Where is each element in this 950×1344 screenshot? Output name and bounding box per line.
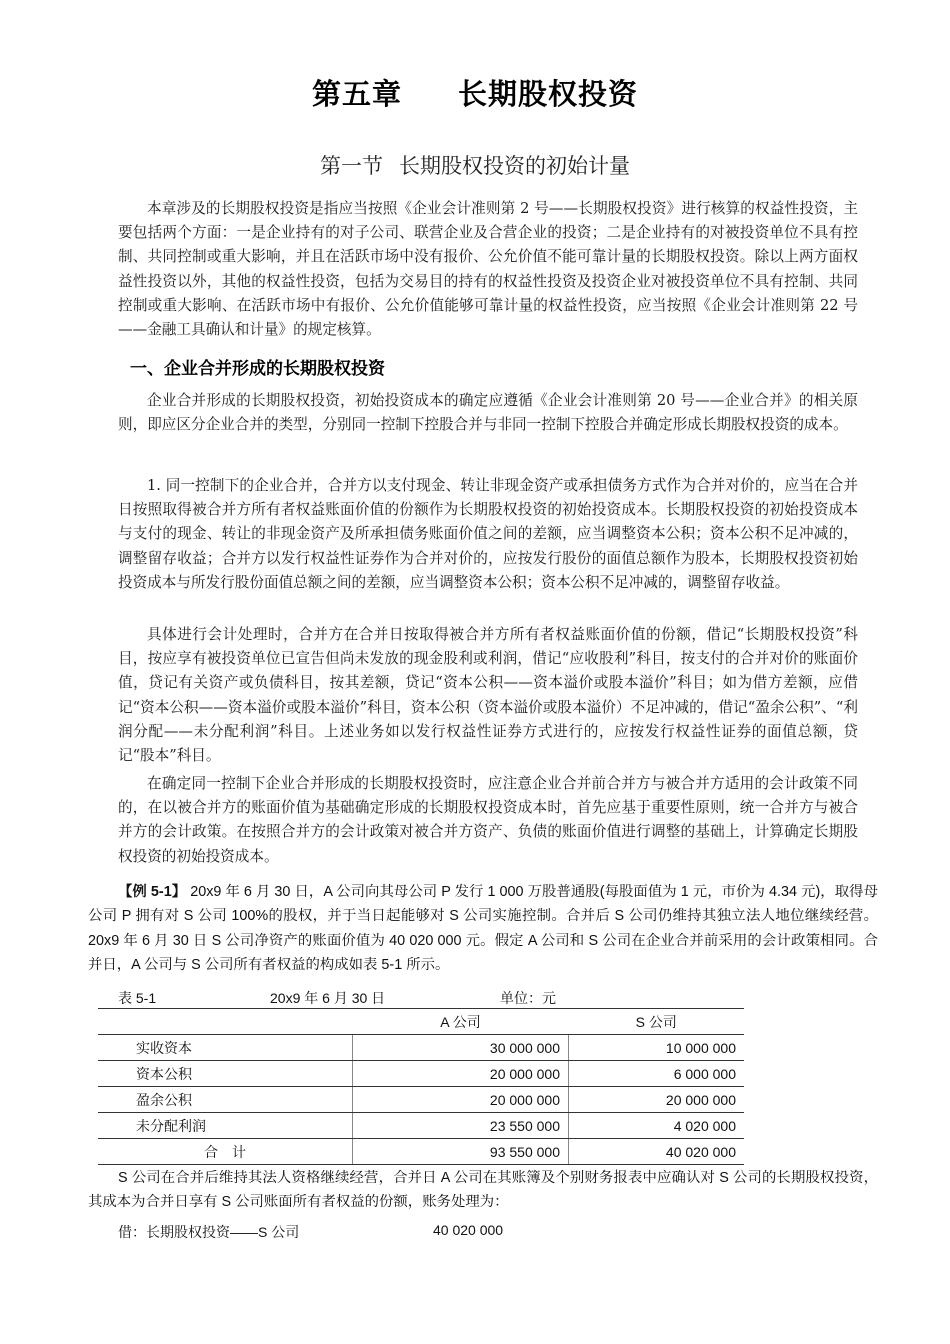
cell-a: 20 000 000 bbox=[353, 1087, 569, 1113]
header-a-company: A 公司 bbox=[353, 1009, 569, 1035]
row-label: 实收资本 bbox=[98, 1035, 353, 1061]
cell-s: 6 000 000 bbox=[569, 1061, 745, 1087]
table-row bbox=[98, 1035, 744, 1061]
section-number: 第一节 bbox=[320, 154, 383, 178]
chapter-title bbox=[0, 72, 950, 113]
table-row bbox=[98, 1113, 744, 1139]
section-name: 长期股权投资的初始计量 bbox=[399, 154, 630, 178]
header-s-company: S 公司 bbox=[569, 1009, 745, 1035]
chapter-name: 长期股权投资 bbox=[458, 77, 639, 111]
paragraph-accounting-treatment: 具体进行会计处理时，合并方在合并日按取得被合并方所有者权益账面价值的份额，借记“长期股权投资”科目，按应享有被投资单位已宣告但尚未发放的现金股利或利润，借记“应收股利”科目，按支付的合并对价的账面价值，贷记有关资产或负债科目，按其差额，贷记“资本公积——资本溢价或股本溢价”科目；如为借方差额，应借记“资本公积——资本溢价或股本溢价”科目，资本公积（资本溢价或股本溢价）不足冲减的，借记“盈余公积”、“利润分配——未分配利润”科目。上述业务如以发行权益性证券方式进行的，应按发行权益性证券的面值总额，贷记“股本”科目。 bbox=[118, 626, 858, 765]
cell-a: 30 000 000 bbox=[353, 1035, 569, 1061]
section-title bbox=[0, 150, 950, 180]
example-5-1 bbox=[88, 880, 878, 978]
equity-table bbox=[98, 1008, 744, 1165]
cell-s: 20 000 000 bbox=[569, 1087, 745, 1113]
total-s: 40 020 000 bbox=[569, 1139, 745, 1165]
cell-s: 10 000 000 bbox=[569, 1035, 745, 1061]
chapter-number: 第五章 bbox=[311, 77, 402, 111]
paragraph-policy-alignment: 在确定同一控制下企业合并形成的长期股权投资时，应注意企业合并前合并方与被合并方适用的会计政策不同的，在以被合并方的账面价值为基础确定形成的长期股权投资成本时，首先应基于重要性原则，统一合并方与被合并方的会计政策。在按照合并方的会计政策对被合并方资产、负债的账面价值进行调整的基础上，计算确定长期股权投资的初始投资成本。 bbox=[118, 775, 858, 865]
table-unit: 单位：元 bbox=[500, 990, 556, 1006]
example-text: 20x9 年 6 月 30 日，A 公司向其母公司 P 发行 1 000 万股普通股(每股面值为 1 元，市价为 4.34 元)，取得母公司 P 拥有对 S 公司 100%的股权，并于当日起能够对 S 公司实施控制。合并后 S 公司仍维持其独立法人地位继续经营。20x9 年 6 月 30 日 S 公司净资产的账面价值为 40 020 000 元。假定 A 公司和 S 公司在企业合并前采用的会计政策相同。合并日，A 公司与 S 公司所有者权益的构成如表 5-1 所示。 bbox=[88, 884, 878, 974]
table-caption bbox=[118, 988, 618, 1008]
paragraph-same-control: 1. 同一控制下的企业合并，合并方以支付现金、转让非现金资产或承担债务方式作为合并对价的，应当在合并日按照取得被合并方所有者权益账面价值的份额作为长期股权投资的初始投资成本。长期股权投资的初始投资成本与支付的现金、转让的非现金资产及所承担债务账面价值之间的差额，应当调整资本公积；资本公积不足冲减的，调整留存收益；合并方以发行权益性证券作为合并对价的，应按发行股份的面值总额作为股本，长期股权投资初始投资成本与所发行股份面值总额之间的差额，应当调整资本公积；资本公积不足冲减的，调整留存收益。 bbox=[118, 477, 858, 591]
total-a: 93 550 000 bbox=[353, 1139, 569, 1165]
row-label: 资本公积 bbox=[98, 1061, 353, 1087]
table-row bbox=[98, 1087, 744, 1113]
journal-amount: 40 020 000 bbox=[433, 1222, 504, 1238]
paragraph-merger-principle: 企业合并形成的长期股权投资，初始投资成本的确定应遵循《企业会计准则第 20 号——企业合并》的相关原则，即应区分企业合并的类型，分别同一控制下控股合并与非同一控制下控股合并确定形成长期股权投资的成本。 bbox=[118, 392, 858, 434]
table-total-row bbox=[98, 1139, 744, 1165]
paragraph-after-table: S 公司在合并后维持其法人资格继续经营，合并日 A 公司在其账簿及个别财务报表中应确认对 S 公司的长期股权投资，其成本为合并日享有 S 公司账面所有者权益的份额，账务处理为： bbox=[88, 1170, 878, 1211]
cell-s: 4 020 000 bbox=[569, 1113, 745, 1139]
table-date: 20x9 年 6 月 30 日 bbox=[270, 990, 386, 1006]
row-label: 盈余公积 bbox=[98, 1087, 353, 1113]
cell-a: 23 550 000 bbox=[353, 1113, 569, 1139]
table-header-row bbox=[98, 1009, 744, 1035]
cell-a: 20 000 000 bbox=[353, 1061, 569, 1087]
row-label: 未分配利润 bbox=[98, 1113, 353, 1139]
total-label: 合 计 bbox=[98, 1139, 353, 1165]
intro-paragraph: 本章涉及的长期股权投资是指应当按照《企业会计准则第 2 号——长期股权投资》进行核算的权益性投资，主要包括两个方面：一是企业持有的对子公司、联营企业及合营企业的投资；二是企业持有的对被投资单位不具有控制、共同控制或重大影响，并且在活跃市场中没有报价、公允价值不能可靠计量的长期股权投资。除以上两方面权益性投资以外，其他的权益性投资，包括为交易目的持有的权益性投资及投资企业对被投资单位不具有控制、共同控制或重大影响、在活跃市场中有报价、公允价值能够可靠计量的权益性投资，应当按照《企业会计准则第 22 号——金融工具确认和计量》的规定核算。 bbox=[118, 200, 858, 339]
table-row bbox=[98, 1061, 744, 1087]
header-blank bbox=[98, 1009, 353, 1035]
example-label: 【例 5-1】 bbox=[118, 884, 187, 900]
journal-account: 借：长期股权投资——S 公司 bbox=[118, 1224, 300, 1240]
heading-enterprise-merger: 一、企业合并形成的长期股权投资 bbox=[130, 359, 385, 379]
table-number: 表 5-1 bbox=[118, 990, 157, 1006]
